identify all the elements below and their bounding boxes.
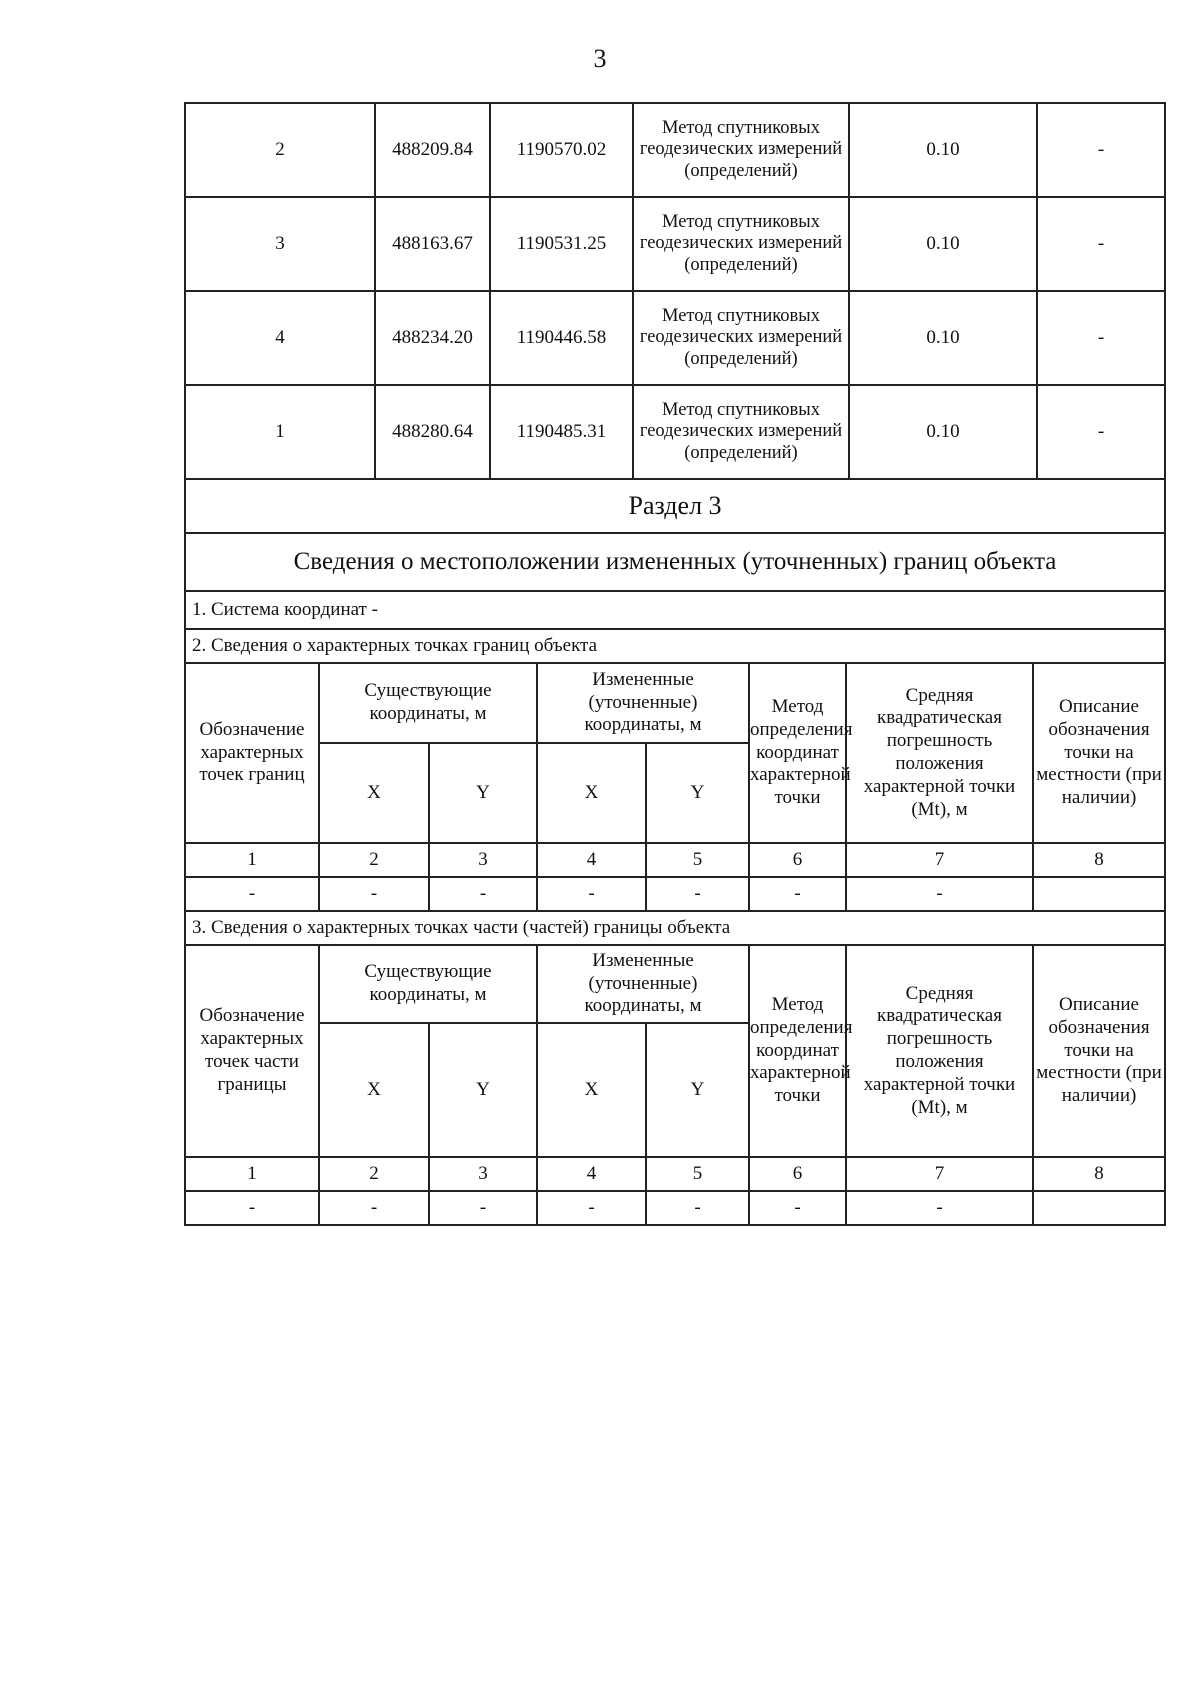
column-number: 7	[846, 1157, 1033, 1191]
description: -	[1037, 291, 1165, 385]
document-body	[184, 102, 1164, 1226]
description: -	[1037, 103, 1165, 197]
coordinate-system: 1. Система координат -	[185, 591, 1165, 629]
cell: -	[646, 877, 749, 911]
section-title: Раздел 3	[185, 480, 1165, 533]
cell: -	[749, 877, 846, 911]
table-row	[185, 385, 1165, 479]
column-number: 4	[537, 843, 646, 877]
header-existing-coords: Существующие координаты, м	[319, 663, 537, 743]
table-row	[185, 1191, 1165, 1225]
column-number: 3	[429, 1157, 537, 1191]
column-number: 2	[319, 843, 429, 877]
table-row	[185, 103, 1165, 197]
header-method: Метод определения координат характерной точки	[749, 945, 846, 1157]
cell	[1033, 877, 1165, 911]
header-y: Y	[429, 1023, 537, 1157]
header-y: Y	[429, 743, 537, 843]
accuracy: 0.10	[849, 103, 1037, 197]
table-row	[185, 291, 1165, 385]
cell: -	[319, 877, 429, 911]
cell: -	[749, 1191, 846, 1225]
column-number: 8	[1033, 843, 1165, 877]
coord-x: 488163.67	[375, 197, 490, 291]
column-number: 7	[846, 843, 1033, 877]
method: Метод спутниковых геодезических измерений (определений)	[633, 385, 849, 479]
accuracy: 0.10	[849, 291, 1037, 385]
column-number: 5	[646, 843, 749, 877]
coord-x: 488280.64	[375, 385, 490, 479]
cell: -	[429, 877, 537, 911]
page-number: 3	[593, 44, 607, 73]
cell: -	[319, 1191, 429, 1225]
header-x: X	[319, 743, 429, 843]
header-description: Описание обозначения точки на местности (при наличии)	[1033, 663, 1165, 843]
header-y: Y	[646, 743, 749, 843]
header-x: X	[537, 743, 646, 843]
coord-x: 488209.84	[375, 103, 490, 197]
cell: -	[646, 1191, 749, 1225]
column-number: 1	[185, 1157, 319, 1191]
cell: -	[537, 1191, 646, 1225]
cell: -	[846, 877, 1033, 911]
coord-x: 488234.20	[375, 291, 490, 385]
header-description: Описание обозначения точки на местности (при наличии)	[1033, 945, 1165, 1157]
table-row	[185, 197, 1165, 291]
column-number: 6	[749, 1157, 846, 1191]
header-designation: Обозначение характерных точек части границы	[185, 945, 319, 1157]
header-existing-coords: Существующие координаты, м	[319, 945, 537, 1023]
table-row	[185, 877, 1165, 911]
accuracy: 0.10	[849, 197, 1037, 291]
points-table-continued	[184, 102, 1166, 480]
boundary-points-title: 2. Сведения о характерных точках границ объекта	[185, 629, 1165, 663]
header-accuracy: Средняя квадратическая погрешность положения характерной точки (Mt), м	[846, 945, 1033, 1157]
cell	[1033, 1191, 1165, 1225]
column-number: 6	[749, 843, 846, 877]
cell: -	[185, 877, 319, 911]
column-number: 2	[319, 1157, 429, 1191]
coord-y: 1190485.31	[490, 385, 633, 479]
section-subtitle: Сведения о местоположении измененных (уточненных) границ объекта	[185, 533, 1165, 591]
column-number: 8	[1033, 1157, 1165, 1191]
column-number: 1	[185, 843, 319, 877]
column-number: 4	[537, 1157, 646, 1191]
part-points-title: 3. Сведения о характерных точках части (частей) границы объекта	[185, 911, 1165, 945]
header-method: Метод определения координат характерной точки	[749, 663, 846, 843]
column-number: 5	[646, 1157, 749, 1191]
description: -	[1037, 197, 1165, 291]
method: Метод спутниковых геодезических измерений (определений)	[633, 103, 849, 197]
header-y: Y	[646, 1023, 749, 1157]
cell: -	[429, 1191, 537, 1225]
header-accuracy: Средняя квадратическая погрешность положения характерной точки (Mt), м	[846, 663, 1033, 843]
cell: -	[537, 877, 646, 911]
header-changed-coords: Измененные (уточненные) координаты, м	[537, 663, 749, 743]
method: Метод спутниковых геодезических измерений (определений)	[633, 197, 849, 291]
column-number: 3	[429, 843, 537, 877]
cell: -	[846, 1191, 1033, 1225]
method: Метод спутниковых геодезических измерений (определений)	[633, 291, 849, 385]
point-number: 2	[185, 103, 375, 197]
coord-y: 1190531.25	[490, 197, 633, 291]
header-x: X	[537, 1023, 646, 1157]
section-3-table	[184, 480, 1166, 1226]
header-changed-coords: Измененные (уточненные) координаты, м	[537, 945, 749, 1023]
point-number: 4	[185, 291, 375, 385]
accuracy: 0.10	[849, 385, 1037, 479]
description: -	[1037, 385, 1165, 479]
coord-y: 1190446.58	[490, 291, 633, 385]
cell: -	[185, 1191, 319, 1225]
header-designation: Обозначение характерных точек границ	[185, 663, 319, 843]
point-number: 1	[185, 385, 375, 479]
coord-y: 1190570.02	[490, 103, 633, 197]
header-x: X	[319, 1023, 429, 1157]
point-number: 3	[185, 197, 375, 291]
